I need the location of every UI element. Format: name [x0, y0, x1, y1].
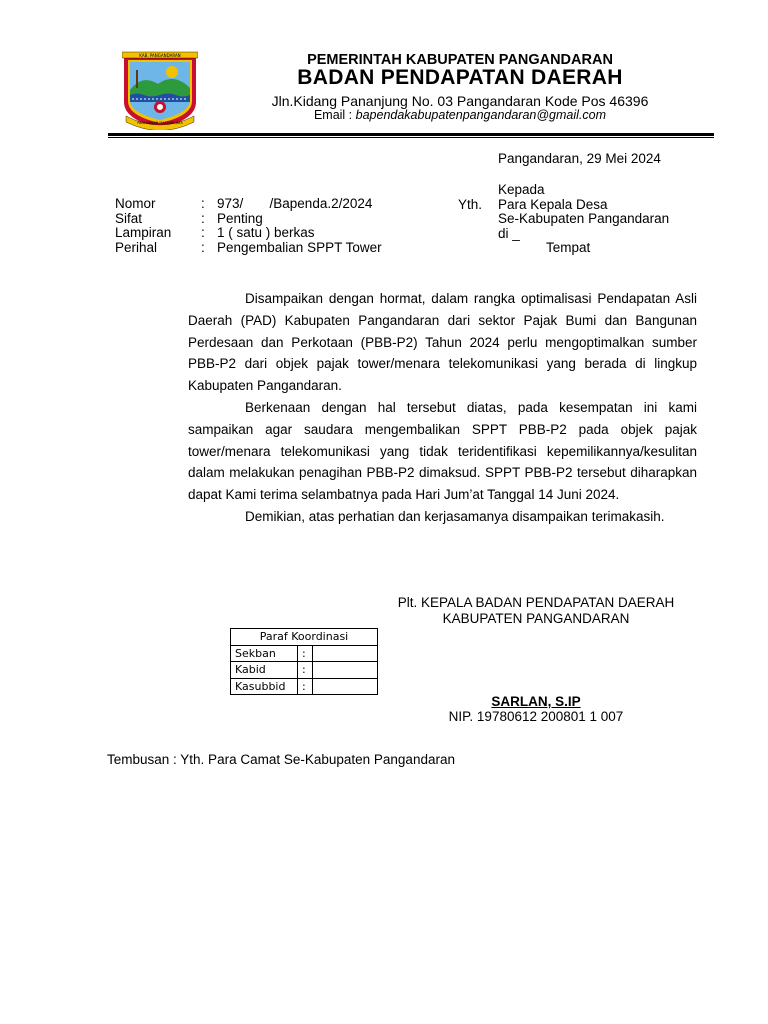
paraf-row-sekban [231, 645, 378, 662]
header-government: PEMERINTAH KABUPATEN PANGANDARAN [307, 52, 613, 68]
recipient-line3: di _ [498, 226, 520, 241]
paraf-sep: : [298, 645, 313, 662]
paraf-label: Sekban [231, 645, 298, 662]
signatory-agency: KABUPATEN PANGANDARAN [442, 611, 630, 626]
body-paragraph: Berkenaan dengan hal tersebut diatas, pada kesempatan ini kami sampaikan agar saudara mengembalikan SPPT PBB-P2 pada objek pajak tower/menara telekomunikasi yang tidak teridentifikasi kepemilikannya/kesulitan dalam melakukan penagihan PBB-P2 dimaksud. SPPT PBB-P2 tersebut diharapkan dapat Kami terima selambatnya pada Hari Jum’at Tanggal 14 Juni 2024. [188, 399, 697, 503]
meta-sep: : [201, 239, 205, 255]
meta-sep: : [201, 196, 205, 211]
paraf-sep: : [298, 662, 313, 679]
meta-value: 1 ( satu ) berkas [217, 225, 315, 240]
letter-date: Pangandaran, 29 Mei 2024 [498, 151, 661, 166]
tembusan: Tembusan : Yth. Para Camat Se-Kabupaten Pangandaran [107, 752, 455, 767]
recipient-place: Tempat [546, 240, 591, 255]
meta-row-lampiran [115, 226, 382, 241]
signatory-name: SARLAN, S.IP [491, 694, 581, 709]
email-label: Email : [313, 108, 356, 122]
regency-logo [122, 50, 198, 130]
meta-row-perihal [115, 241, 382, 256]
header-agency: BADAN PENDAPATAN DAERAH [297, 66, 623, 89]
logo-top-text: KAB. PANGANDARAN [139, 52, 181, 58]
meta-value: Penting [217, 210, 263, 226]
recipient-yth: Yth. [458, 197, 483, 212]
header-address: Jln.Kidang Pananjung No. 03 Pangandaran Kode Pos 46396 [271, 93, 649, 109]
header-rule-thick [108, 133, 714, 136]
header-email-line [230, 108, 690, 122]
letter-body [188, 288, 697, 528]
paraf-signature-cell [313, 662, 378, 679]
meta-row-sifat [115, 212, 382, 227]
meta-label: Sifat [115, 210, 143, 226]
recipient-line1: Para Kepala Desa [498, 197, 608, 212]
paraf-header: Paraf Koordinasi [231, 629, 378, 646]
paraf-label: Kabid [231, 662, 298, 679]
paraf-signature-cell [313, 678, 378, 695]
recipient-line2: Se-Kabupaten Pangandaran [498, 211, 670, 226]
signatory-title: Plt. KEPALA BADAN PENDAPATAN DAERAH [397, 595, 675, 610]
letter-meta [115, 197, 382, 255]
body-paragraph: Demikian, atas perhatian dan kerjasamanya disampaikan terimakasih. [245, 508, 665, 524]
paraf-koordinasi-table [230, 628, 378, 695]
meta-value: Pengembalian SPPT Tower [217, 239, 382, 255]
meta-label: Lampiran [115, 225, 172, 240]
meta-sep: : [201, 210, 205, 226]
paraf-row-kabid [231, 662, 378, 679]
paraf-label: Kasubbid [231, 678, 298, 695]
email-address: bapendakabupatenpangandaran@gmail.com [355, 108, 607, 122]
recipient-kepada: Kepada [498, 182, 545, 197]
paraf-sep: : [298, 678, 313, 695]
meta-label: Perihal [115, 239, 158, 255]
body-paragraph: Disampaikan dengan hormat, dalam rangka optimalisasi Pendapatan Asli Daerah (PAD) Kabupaten Pangandaran dari sektor Pajak Bumi dan Bangunan Perdesaan dan Perkotaan (PBB-P2) Tahun 2024 perlu mengoptimalkan sumber PBB-P2 dari objek pajak tower/menara telekomunikasi yang berada di lingkup Kabupaten Pangandaran. [188, 291, 697, 394]
logo-bottom-text: PAGI KAWAN MAKMUR JAYA [137, 121, 183, 125]
paraf-row-kasubbid [231, 678, 378, 695]
meta-label: Nomor [115, 196, 156, 211]
meta-sep: : [201, 225, 205, 240]
meta-value: 973/ /Bapenda.2/2024 [217, 196, 373, 211]
meta-row-nomor [115, 197, 382, 212]
header-rule-thin [108, 137, 714, 138]
signatory-nip: NIP. 19780612 200801 1 007 [448, 709, 624, 724]
paraf-signature-cell [313, 645, 378, 662]
